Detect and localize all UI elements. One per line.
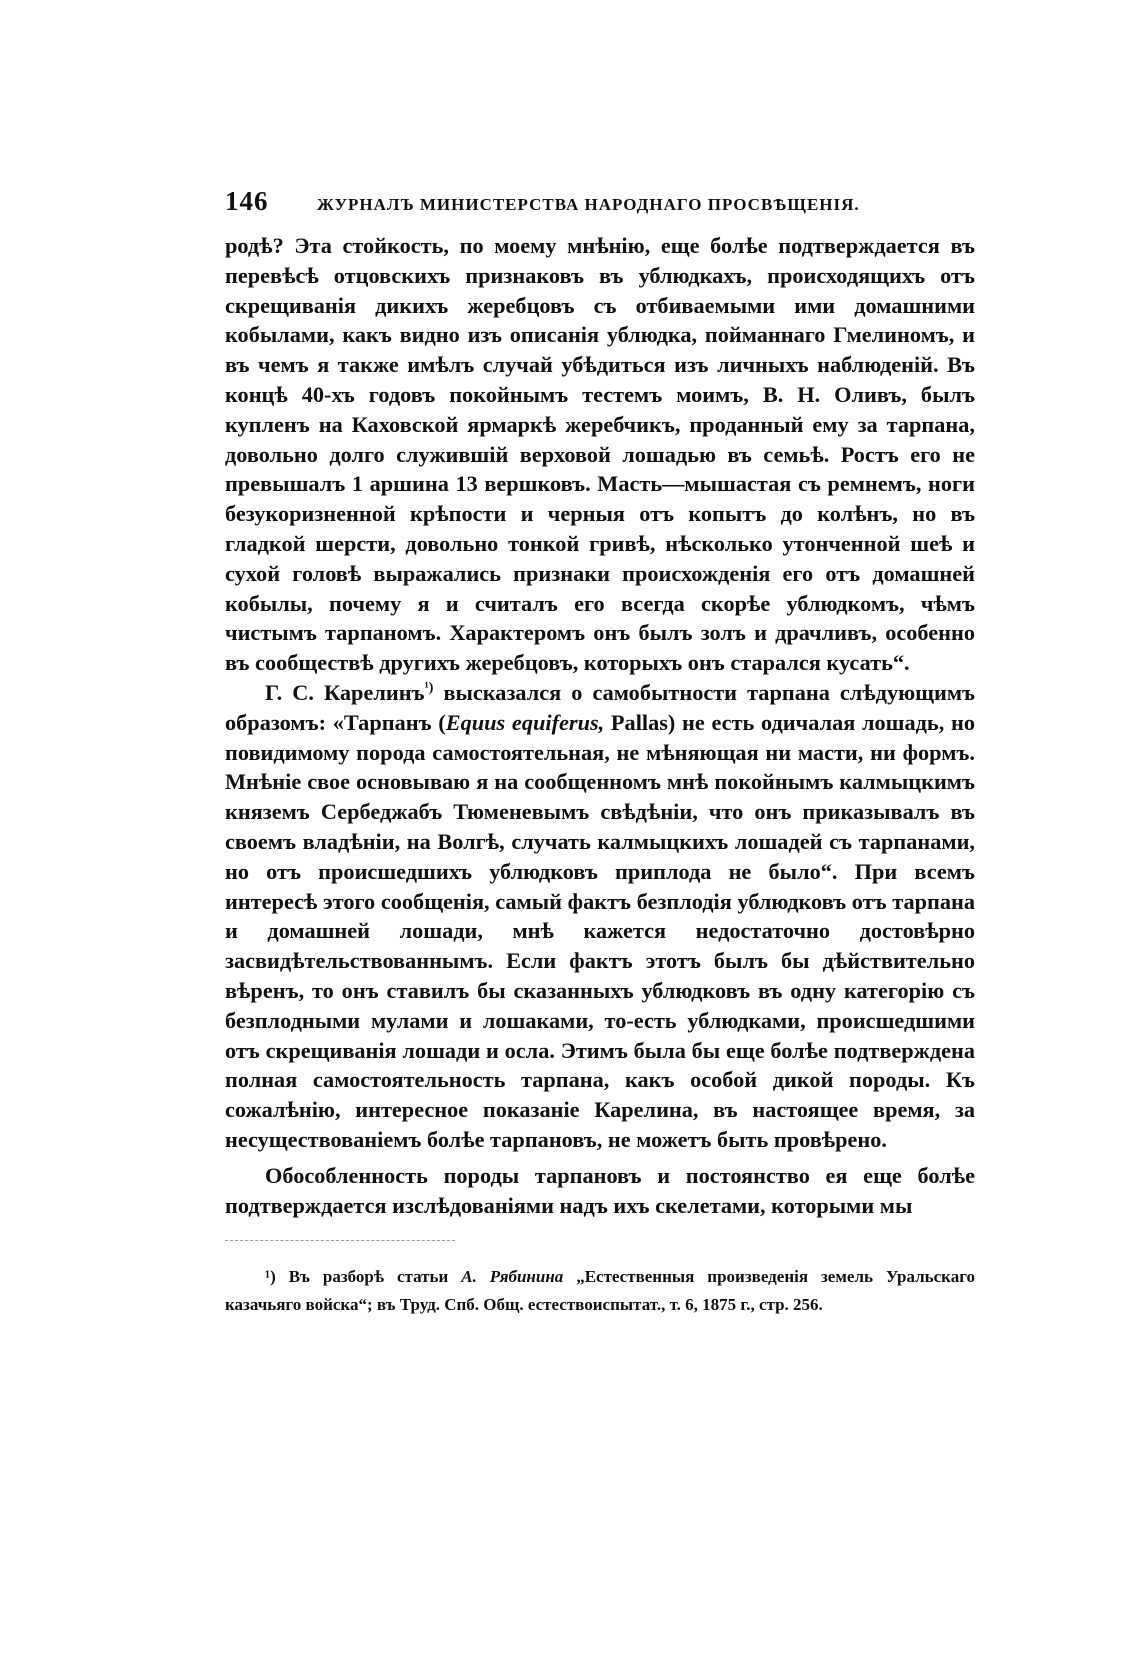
footnote-divider [225, 1240, 455, 1241]
footnote [225, 1263, 975, 1319]
paragraph-2 [225, 678, 975, 1155]
page [225, 186, 975, 1319]
journal-title: ЖУРНАЛЪ МИНИСТЕРСТВА НАРОДНАГО ПРОСВѢЩЕНІЯ. [317, 195, 860, 214]
footnote-after-author: „Естественныя произведенія земель Уральскаго казачьяго войска“; въ Труд. Спб. Общ. естествоиспытат., т. 6, 1875 г., стр. 256. [225, 1267, 976, 1315]
body-text [225, 231, 975, 1220]
paragraph-2-after-latin: Pallas) не есть одичалая лошадь, но повидимому порода самостоятельная, не мѣняющая ни масти, ни формъ. Мнѣніе свое основываю я на сообщенномъ мнѣ покойнымъ калмыцкимъ княземъ Сербеджабъ Тюменевымъ свѣдѣніи, что онъ приказывалъ въ своемъ владѣніи, на Волгѣ, случать калмыцкихъ лошадей съ тарпанами, но отъ происшедшихъ ублюдковъ приплода не было“. При всемъ интересѣ этого сообщенія, самый фактъ безплодія ублюдковъ отъ тарпана и домашней лошади, мнѣ кажется недостаточно достовѣрно засвидѣтельствованнымъ. Если фактъ этотъ былъ бы дѣйствительно вѣренъ, то онъ ставилъ бы сказанныхъ ублюдковъ въ одну категорію съ безплодными мулами и лошаками, то-есть ублюдками, происшедшими отъ скрещиванія лошади и осла. Этимъ была бы еще болѣе подтверждена полная самостоятельность тарпана, какъ особой дикой породы. Къ сожалѣнію, интересное показаніе Карелина, въ настоящее время, за несуществованіемъ болѣе тарпановъ, не можетъ быть провѣрено. [225, 709, 975, 1152]
running-head [225, 186, 975, 217]
latin-species-name: Equus equiferus, [445, 709, 605, 735]
footnote-author: А. Рябинина [461, 1267, 564, 1287]
paragraph-1: родѣ? Эта стойкость, по моему мнѣнію, еще болѣе подтверждается въ перевѣсѣ отцовскихъ признаковъ въ ублюдкахъ, происходящихъ отъ скрещиванія дикихъ жеребцовъ съ отбиваемыми ими домашними кобылами, какъ видно изъ описанія ублюдка, пойманнаго Гмелиномъ, и въ чемъ я также имѣлъ случай убѣдиться изъ личныхъ наблюденій. Въ концѣ 40-хъ годовъ покойнымъ тестемъ моимъ, В. Н. Оливъ, былъ купленъ на Каховской ярмаркѣ жеребчикъ, проданный ему за тарпана, довольно долго служившій верховой лошадью въ семьѣ. Ростъ его не превышалъ 1 аршина 13 вершковъ. Масть—мышастая съ ремнемъ, ноги безукоризненной крѣпости и черныя отъ копытъ до колѣнъ, но въ гладкой шерсти, довольно тонкой гривѣ, нѣсколько утонченной шеѣ и сухой головѣ выражались признаки происхожденія его отъ домашней кобылы, почему я и считалъ его всегда скорѣе ублюдкомъ, чѣмъ чистымъ тарпаномъ. Характеромъ онъ былъ золъ и драчливъ, особенно въ сообществѣ другихъ жеребцовъ, которыхъ онъ старался кусать“. [225, 233, 975, 676]
paragraph-2-before-latin: высказался о самобытности тарпана слѣдующимъ образомъ: «Тарпанъ ( [225, 679, 976, 735]
page-number: 146 [225, 186, 269, 216]
paragraph-2-start: Г. С. Карелинъ [265, 679, 425, 705]
footnote-before-author: Въ разборѣ статьи [275, 1267, 462, 1287]
footnote-mark: ¹) [265, 1267, 276, 1287]
footnote-reference: ¹) [424, 680, 434, 696]
paragraph-3: Обособленность породы тарпановъ и постоянство ея еще болѣе подтверждается изслѣдованіями надъ ихъ скелетами, которыми мы [225, 1162, 975, 1218]
